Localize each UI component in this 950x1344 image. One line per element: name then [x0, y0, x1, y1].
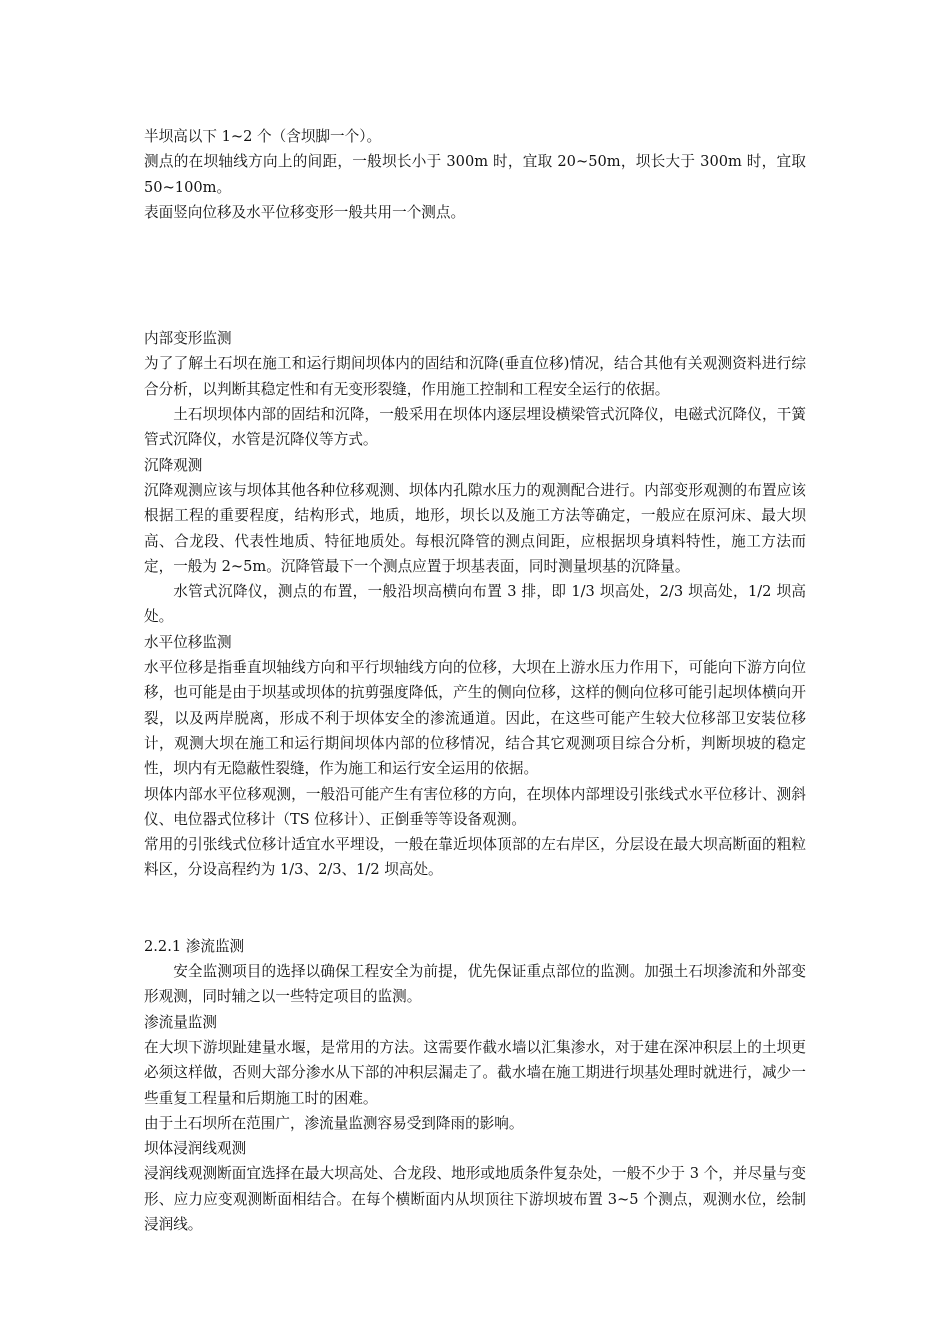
document-body	[144, 124, 806, 1237]
paragraph: 水管式沉降仪，测点的布置，一般沿坝高横向布置 3 排，即 1/3 坝高处，2/3 坝高处，1/2 坝高处。	[144, 583, 806, 626]
paragraph: 沉降观测应该与坝体其他各种位移观测、坝体内孔隙水压力的观测配合进行。内部变形观测的布置应该根据工程的重要程度，结构形式，地质，地形，坝长以及施工方法等确定，一般应在原河床、最大坝高、合龙段、代表性地质、特征地质处。每根沉降管的测点间距，应根据坝身填料特性，施工方法而定，一般为 2~5m。沉降管最下一个测点应置于坝基表面，同时测量坝基的沉降量。	[144, 481, 806, 575]
section-heading-settlement: 沉降观测	[144, 456, 203, 474]
section-heading-seepage: 2.2.1 渗流监测	[144, 937, 245, 955]
section-heading-horizontal: 水平位移监测	[144, 633, 232, 651]
paragraph: 土石坝坝体内部的固结和沉降，一般采用在坝体内逐层埋设横梁管式沉降仪，电磁式沉降仪，干簧管式沉降仪，水管是沉降仪等方式。	[144, 406, 806, 449]
paragraph: 半坝高以下 1~2 个（含坝脚一个）。	[144, 128, 382, 145]
paragraph: 水平位移是指垂直坝轴线方向和平行坝轴线方向的位移，大坝在上游水压力作用下，可能向下游方向位移，也可能是由于坝基或坝体的抗剪强度降低，产生的侧向位移，这样的侧向位移可能引起坝体横向开裂，以及两岸脱离，形成不利于坝体安全的渗流通道。因此，在这些可能产生较大位移部卫安装位移计，观测大坝在施工和运行期间坝体内部的位移情况，结合其它观测项目综合分析，判断坝坡的稳定性，坝内有无隐蔽性裂缝，作为施工和运行安全运用的依据。	[144, 659, 806, 778]
spacer	[144, 225, 806, 326]
paragraph: 坝体内部水平位移观测，一般沿可能产生有害位移的方向，在坝体内部埋设引张线式水平位移计、测斜仪、电位器式位移计（TS 位移计）、正倒垂等等设备观测。	[144, 785, 806, 828]
section-heading-internal: 内部变形监测	[144, 330, 232, 348]
spacer	[144, 883, 806, 934]
section-heading-phreatic: 坝体浸润线观测	[144, 1140, 247, 1158]
paragraph: 测点的在坝轴线方向上的间距，一般坝长小于 300m 时，宜取 20~50m，坝长大于 300m 时，宜取 50~100m。	[144, 153, 806, 196]
paragraph: 常用的引张线式位移计适宜水平埋设，一般在靠近坝体顶部的左右岸区，分层设在最大坝高断面的粗粒料区，分设高程约为 1/3、2/3、1/2 坝高处。	[144, 836, 806, 879]
paragraph: 为了了解土石坝在施工和运行期间坝体内的固结和沉降(垂直位移)情况，结合其他有关观测资料进行综合分析，以判断其稳定性和有无变形裂缝，作用施工控制和工程安全运行的依据。	[144, 355, 806, 398]
paragraph: 表面竖向位移及水平位移变形一般共用一个测点。	[144, 203, 466, 221]
paragraph: 在大坝下游坝趾建量水堰，是常用的方法。这需要作截水墙以汇集渗水，对于建在深冲积层上的土坝更必须这样做，否则大部分渗水从下部的冲积层漏走了。截水墙在施工期进行坝基处理时就进行，减少一些重复工程量和后期施工时的困难。	[144, 1038, 806, 1107]
paragraph: 浸润线观测断面宜选择在最大坝高处、合龙段、地形或地质条件复杂处，一般不少于 3 个，并尽量与变形、应力应变观测断面相结合。在每个横断面内从坝顶往下游坝坡布置 3~5 个测点，观测水位，绘制浸润线。	[144, 1165, 806, 1233]
section-heading-flow: 渗流量监测	[144, 1013, 217, 1031]
paragraph: 由于土石坝所在范围广，渗流量监测容易受到降雨的影响。	[144, 1114, 524, 1132]
paragraph: 安全监测项目的选择以确保工程安全为前提，优先保证重点部位的监测。加强土石坝渗流和外部变形观测，同时辅之以一些特定项目的监测。	[144, 963, 806, 1006]
